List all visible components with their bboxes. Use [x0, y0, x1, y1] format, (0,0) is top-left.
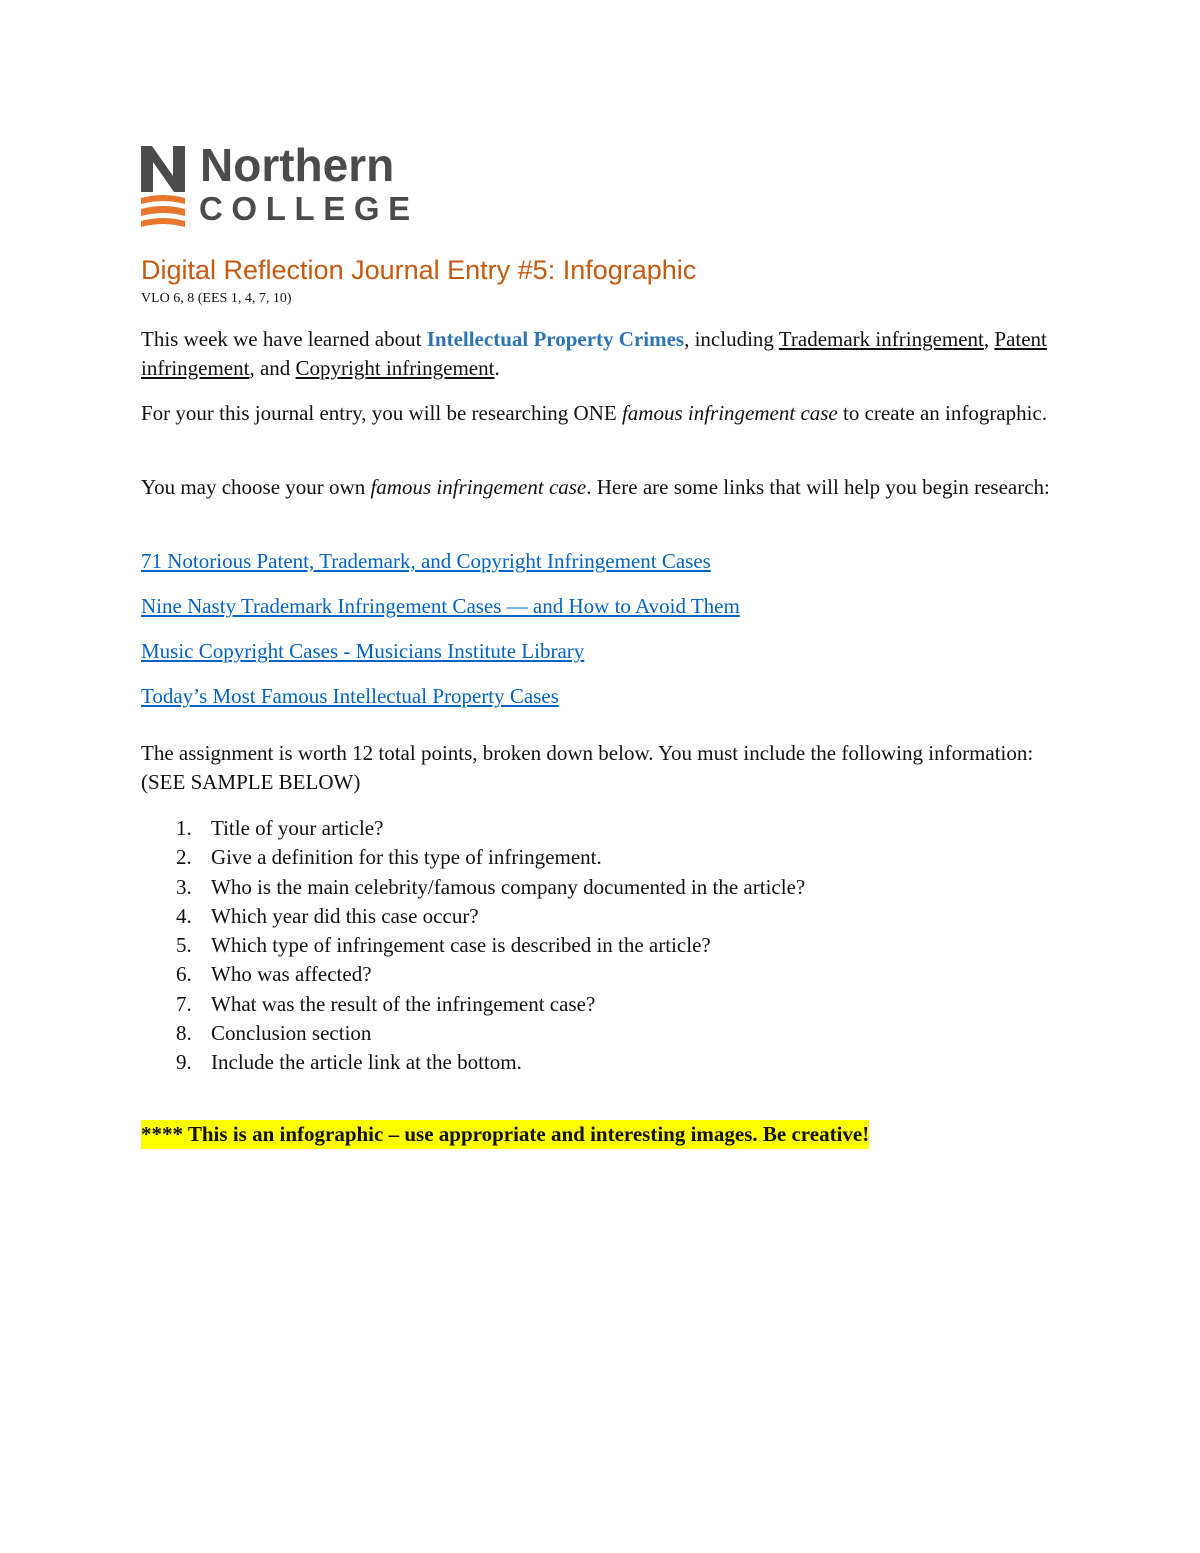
list-number: 7.	[176, 991, 192, 1016]
assignment-paragraph: The assignment is worth 12 total points, broken down below. You must include the following information: (SEE SAMPLE BELOW)	[141, 741, 1034, 794]
patent-term: Patent infringement	[141, 327, 1047, 380]
highlighted-note: **** This is an infographic – use appropriate and interesting images. Be creative!	[141, 1120, 869, 1149]
list-number: 1.	[176, 816, 192, 840]
list-number: 3.	[176, 874, 192, 899]
intro-paragraph-2	[141, 399, 1061, 428]
list-number: 5.	[176, 933, 192, 958]
list-number: 8.	[176, 1021, 192, 1046]
intro-text: For your this journal entry, you will be researching ONE	[141, 401, 622, 425]
emphasis-text: famous infringement case	[621, 401, 838, 425]
list-item-text: Which type of infringement case is described in the article?	[211, 933, 711, 958]
intro-text: , including	[684, 327, 779, 351]
intro-text: to create an infographic.	[837, 401, 1048, 425]
northern-college-logo	[141, 139, 419, 230]
list-item	[141, 873, 805, 902]
vlo-subtitle: VLO 6, 8 (EES 1, 4, 7, 10)	[141, 291, 292, 306]
list-item	[141, 814, 805, 843]
intro-text: You may choose your own	[141, 475, 371, 499]
list-item-text: Who was affected?	[211, 962, 372, 987]
list-item-text: Include the article link at the bottom.	[211, 1050, 522, 1075]
list-item-text: Conclusion section	[211, 1021, 372, 1046]
link-famous-ip-cases[interactable]: Today’s Most Famous Intellectual Property Cases	[141, 684, 559, 708]
link-notorious-cases[interactable]: 71 Notorious Patent, Trademark, and Copyright Infringement Cases	[141, 549, 711, 573]
list-item-text: Who is the main celebrity/famous company documented in the article?	[211, 874, 806, 899]
copyright-term: Copyright infringement	[295, 356, 495, 380]
intro-text: , and	[249, 356, 296, 380]
intro-text: ,	[983, 327, 995, 351]
list-item	[141, 902, 805, 931]
trademark-term: Trademark infringement	[778, 327, 984, 351]
logo-text-northern: Northern	[200, 139, 395, 191]
list-item-text: Give a definition for this type of infringement.	[211, 845, 602, 870]
northern-college-n-icon	[141, 146, 193, 230]
intro-text: . Here are some links that will help you begin research:	[586, 475, 1050, 499]
list-number: 2.	[176, 845, 192, 870]
intro-text: This week we have learned about	[141, 327, 427, 351]
list-number: 6.	[176, 962, 192, 987]
intro-paragraph-1	[141, 325, 1061, 383]
link-music-copyright-cases[interactable]: Music Copyright Cases - Musicians Institute Library	[141, 639, 585, 663]
intro-text: .	[494, 356, 500, 380]
list-item	[141, 960, 805, 989]
list-item	[141, 931, 805, 960]
list-item-text: What was the result of the infringement case?	[211, 991, 596, 1016]
list-item	[141, 1019, 805, 1048]
requirements-list	[141, 814, 805, 1078]
emphasis-text: famous infringement case	[370, 475, 587, 499]
topic-highlight: Intellectual Property Crimes	[426, 327, 685, 351]
list-item-text: Title of your article?	[211, 816, 384, 840]
list-number: 4.	[176, 903, 192, 928]
list-item	[141, 990, 805, 1019]
list-item-text: Which year did this case occur?	[211, 903, 479, 928]
list-item	[141, 843, 805, 872]
link-trademark-cases[interactable]: Nine Nasty Trademark Infringement Cases — and How to Avoid Them	[141, 594, 740, 618]
logo-text-college: COLLEGE	[199, 190, 419, 227]
list-item	[141, 1048, 805, 1077]
list-number: 9.	[176, 1050, 192, 1075]
intro-paragraph-3	[141, 473, 1061, 502]
page-title: Digital Reflection Journal Entry #5: Infographic	[141, 255, 697, 285]
